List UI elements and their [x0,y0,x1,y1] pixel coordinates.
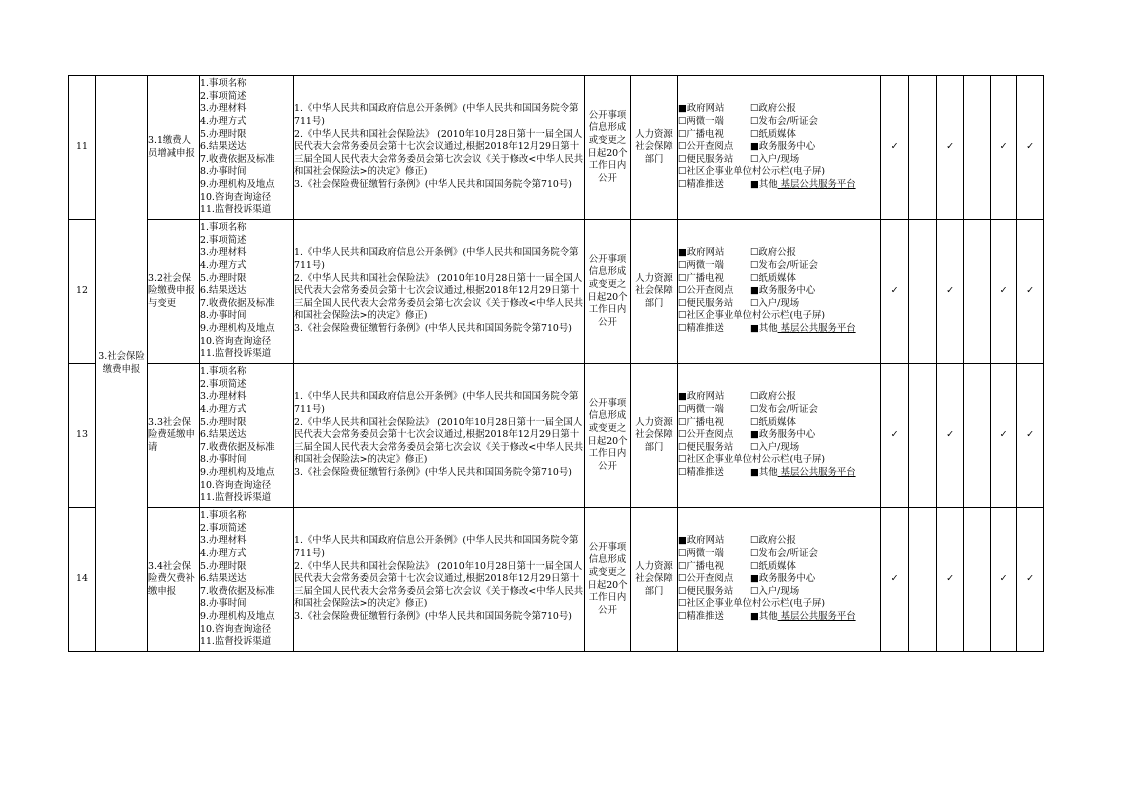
content-item: 6.结果送达 [200,141,247,153]
channel-option: ■政务服务中心 [750,141,816,153]
content-item: 7.收费依据及标准 [200,153,275,165]
channel-option: ☐社区企事业单位村公示栏(电子屏) [678,598,825,610]
table-row [69,220,1044,364]
channel-option: ☐公开查阅点 [678,429,734,441]
channel-option: ☐发布会/听证会 [750,404,818,416]
row-number: 13 [69,364,96,508]
channel-grid [678,323,880,336]
sub-item-cell: 3.4社会保险费欠费补缴申报 [148,508,200,652]
content-item: 6.结果送达 [200,285,247,297]
content-item: 9.办理机构及地点 [200,610,275,622]
channel-option: ☐广播电视 [678,560,724,572]
content-item: 2.事项简述 [200,378,247,390]
channel-other-value: 基层公共服务平台 [777,322,856,334]
channels-cell [678,364,881,508]
check-mark: ✓ [991,508,1017,652]
content-list [200,220,294,364]
channel-option: ☐广播电视 [678,128,724,140]
channels-cell [678,220,881,364]
channel-option: ■政府网站 [678,391,725,403]
channel-option: ☐纸质媒体 [750,128,796,140]
content-item: 9.办理机构及地点 [200,178,275,190]
check-mark: ✓ [881,508,909,652]
content-item: 1.事项名称 [200,78,247,90]
channel-option: ■政务服务中心 [750,573,816,585]
channel-other [750,323,880,336]
basis-item: 1.《中华人民共和国政府信息公开条例》(中华人民共和国国务院令第711号) [294,535,579,560]
channel-option: ☐社区企事业单位村公示栏(电子屏) [678,454,825,466]
channel-grid [678,103,880,166]
time-limit-cell: 公开事项信息形成或变更之日起20个工作日内公开 [585,364,631,508]
check-mark: ✓ [881,220,909,364]
content-item: 4.办理方式 [200,548,247,560]
channel-grid [678,467,880,480]
content-item: 3.办理材料 [200,391,247,403]
channel-option: ☐便民服务站 [678,153,734,165]
basis-cell [294,364,585,508]
channel-option: ■政府网站 [678,103,725,115]
service-items-table [68,75,1044,652]
channel-option: ☐两微一端 [678,404,724,416]
content-item: 2.事项简述 [200,522,247,534]
channel-option: ☐便民服务站 [678,441,734,453]
channel-option: ☐政府公报 [750,103,796,115]
channel-option: ☐公开查阅点 [678,573,734,585]
channel-option: ☐入户/现场 [750,585,800,597]
content-item: 10.咨询查询途径 [200,191,272,203]
channel-option: ■其他 [750,322,778,334]
table-row [69,508,1044,652]
check-mark: ✓ [1017,220,1044,364]
row-number: 14 [69,508,96,652]
channel-option: ☐便民服务站 [678,585,734,597]
channel-option: ☐精准推送 [678,322,724,334]
content-item: 4.办理方式 [200,116,247,128]
content-item: 7.收费依据及标准 [200,297,275,309]
content-item: 2.事项简述 [200,234,247,246]
channel-option: ■政府网站 [678,247,725,259]
content-item: 10.咨询查询途径 [200,335,272,347]
content-item: 8.办事时间 [200,310,247,322]
channel-grid [678,247,880,310]
channel-option: ☐入户/现场 [750,297,800,309]
channel-option: ☐政府公报 [750,391,796,403]
channels-cell [678,76,881,220]
channel-option: ■其他 [750,178,778,190]
empty-check-cell [964,508,991,652]
basis-cell [294,508,585,652]
basis-item: 1.《中华人民共和国政府信息公开条例》(中华人民共和国国务院令第711号) [294,247,579,272]
channel-option: ☐政府公报 [750,247,796,259]
channel-option: ☐精准推送 [678,466,724,478]
basis-cell [294,76,585,220]
row-number: 12 [69,220,96,364]
check-mark: ✓ [1017,508,1044,652]
channel-option: ☐两微一端 [678,260,724,272]
content-item: 5.办理时限 [200,560,247,572]
content-item: 1.事项名称 [200,510,247,522]
time-limit-cell: 公开事项信息形成或变更之日起20个工作日内公开 [585,76,631,220]
content-item: 2.事项简述 [200,90,247,102]
content-item: 8.办事时间 [200,166,247,178]
channel-option: ☐纸质媒体 [750,416,796,428]
channel-option: ☐纸质媒体 [750,560,796,572]
check-mark: ✓ [881,364,909,508]
content-item: 6.结果送达 [200,573,247,585]
channel-grid [678,391,880,454]
channel-option: ☐社区企事业单位村公示栏(电子屏) [678,310,825,322]
department-cell: 人力资源社会保障部门 [631,364,678,508]
basis-item: 3.《社会保险费征缴暂行条例》(中华人民共和国国务院令第710号) [294,610,572,622]
content-item: 3.办理材料 [200,103,247,115]
channel-option: ☐精准推送 [678,178,724,190]
basis-item: 2.《中华人民共和国社会保险法》 (2010年10月28日第十一届全国人民代表大会常务委员会第十七次会议通过,根据2018年12月29日第十三届全国人民代表大会常务委员会第七次会议《关于修改<中华人民共和国社会保险法>的决定》修正) [294,272,584,322]
basis-item: 2.《中华人民共和国社会保险法》 (2010年10月28日第十一届全国人民代表大会常务委员会第十七次会议通过,根据2018年12月29日第十三届全国人民代表大会常务委员会第七次会议《关于修改<中华人民共和国社会保险法>的决定》修正) [294,560,584,610]
channel-other-value: 基层公共服务平台 [777,466,856,478]
basis-item: 3.《社会保险费征缴暂行条例》(中华人民共和国国务院令第710号) [294,178,572,190]
channel-option: ☐政府公报 [750,535,796,547]
channel-option: ☐入户/现场 [750,441,800,453]
content-item: 11.监督投诉渠道 [200,204,272,216]
content-item: 8.办事时间 [200,454,247,466]
channel-grid [678,535,880,598]
channel-option: ■政务服务中心 [750,429,816,441]
basis-item: 1.《中华人民共和国政府信息公开条例》(中华人民共和国国务院令第711号) [294,391,579,416]
empty-check-cell [909,220,937,364]
channel-option: ☐发布会/听证会 [750,116,818,128]
check-mark: ✓ [991,76,1017,220]
channel-option: ☐纸质媒体 [750,272,796,284]
content-item: 4.办理方式 [200,404,247,416]
content-item: 7.收费依据及标准 [200,441,275,453]
sub-item-cell: 3.1缴费人员增减申报 [148,76,200,220]
check-mark: ✓ [881,76,909,220]
content-item: 10.咨询查询途径 [200,623,272,635]
channel-option: ■政务服务中心 [750,285,816,297]
content-item: 4.办理方式 [200,260,247,272]
content-list [200,508,294,652]
table-row [69,364,1044,508]
channel-grid [678,179,880,192]
content-item: 5.办理时限 [200,128,247,140]
content-item: 8.办事时间 [200,598,247,610]
channel-option: ☐便民服务站 [678,297,734,309]
channel-option: ■其他 [750,466,778,478]
row-number: 11 [69,76,96,220]
content-item: 7.收费依据及标准 [200,585,275,597]
empty-check-cell [964,364,991,508]
check-mark: ✓ [991,364,1017,508]
empty-check-cell [964,220,991,364]
empty-check-cell [964,76,991,220]
content-item: 11.监督投诉渠道 [200,492,272,504]
content-item: 1.事项名称 [200,222,247,234]
channel-option: ☐广播电视 [678,416,724,428]
check-mark: ✓ [937,220,964,364]
channel-option: ☐入户/现场 [750,153,800,165]
channel-option: ☐两微一端 [678,116,724,128]
channel-option: ☐公开查阅点 [678,285,734,297]
channels-cell [678,508,881,652]
channel-option: ■政府网站 [678,535,725,547]
department-cell: 人力资源社会保障部门 [631,76,678,220]
check-mark: ✓ [1017,364,1044,508]
check-mark: ✓ [937,508,964,652]
channel-option: ☐精准推送 [678,610,724,622]
content-item: 11.监督投诉渠道 [200,348,272,360]
channel-option: ☐发布会/听证会 [750,260,818,272]
channel-other-value: 基层公共服务平台 [777,178,856,190]
time-limit-cell: 公开事项信息形成或变更之日起20个工作日内公开 [585,508,631,652]
channel-option: ☐公开查阅点 [678,141,734,153]
content-item: 5.办理时限 [200,272,247,284]
check-mark: ✓ [1017,76,1044,220]
content-item: 9.办理机构及地点 [200,466,275,478]
content-item: 3.办理材料 [200,535,247,547]
content-item: 5.办理时限 [200,416,247,428]
empty-check-cell [909,364,937,508]
channel-other-value: 基层公共服务平台 [777,610,856,622]
department-cell: 人力资源社会保障部门 [631,508,678,652]
channel-option: ■其他 [750,610,778,622]
content-item: 1.事项名称 [200,366,247,378]
channel-other [750,179,880,192]
check-mark: ✓ [991,220,1017,364]
category-cell: 3.社会保险缴费申报 [96,76,148,652]
channel-grid [678,611,880,624]
content-item: 10.咨询查询途径 [200,479,272,491]
sub-item-cell: 3.3社会保险费延缴申请 [148,364,200,508]
basis-item: 2.《中华人民共和国社会保险法》 (2010年10月28日第十一届全国人民代表大会常务委员会第十七次会议通过,根据2018年12月29日第十三届全国人民代表大会常务委员会第七次会议《关于修改<中华人民共和国社会保险法>的决定》修正) [294,416,584,466]
content-item: 9.办理机构及地点 [200,322,275,334]
channel-option: ☐两微一端 [678,548,724,560]
basis-item: 3.《社会保险费征缴暂行条例》(中华人民共和国国务院令第710号) [294,322,572,334]
basis-item: 3.《社会保险费征缴暂行条例》(中华人民共和国国务院令第710号) [294,466,572,478]
content-item: 3.办理材料 [200,247,247,259]
content-item: 6.结果送达 [200,429,247,441]
empty-check-cell [909,508,937,652]
channel-other [750,467,880,480]
content-item: 11.监督投诉渠道 [200,636,272,648]
table-row [69,76,1044,220]
channel-option: ☐广播电视 [678,272,724,284]
channel-other [750,611,880,624]
content-list [200,364,294,508]
empty-check-cell [909,76,937,220]
check-mark: ✓ [937,76,964,220]
basis-item: 1.《中华人民共和国政府信息公开条例》(中华人民共和国国务院令第711号) [294,103,579,128]
channel-option: ☐社区企事业单位村公示栏(电子屏) [678,166,825,178]
department-cell: 人力资源社会保障部门 [631,220,678,364]
basis-cell [294,220,585,364]
channel-option: ☐发布会/听证会 [750,548,818,560]
time-limit-cell: 公开事项信息形成或变更之日起20个工作日内公开 [585,220,631,364]
check-mark: ✓ [937,364,964,508]
basis-item: 2.《中华人民共和国社会保险法》 (2010年10月28日第十一届全国人民代表大会常务委员会第十七次会议通过,根据2018年12月29日第十三届全国人民代表大会常务委员会第七次会议《关于修改<中华人民共和国社会保险法>的决定》修正) [294,128,584,178]
content-list [200,76,294,220]
sub-item-cell: 3.2社会保险缴费申报与变更 [148,220,200,364]
